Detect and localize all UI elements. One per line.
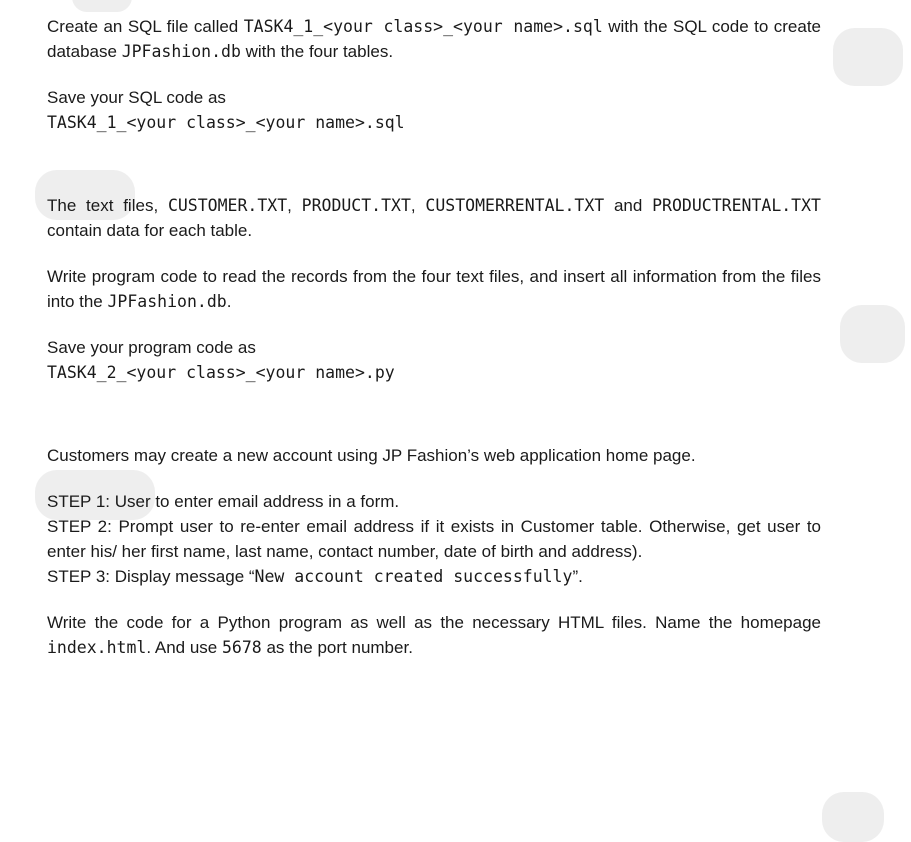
customer-file: CUSTOMER.TXT xyxy=(167,196,288,215)
sql-filename: TASK4_1_<your class>_<your name>.sql xyxy=(243,17,603,36)
step-3 xyxy=(47,564,821,589)
save-sql-filename: TASK4_1_<your class>_<your name>.sql xyxy=(47,113,405,132)
text: with the four tables. xyxy=(240,42,394,61)
save-program-label: Save your program code as xyxy=(47,338,256,357)
task4-2-instruction xyxy=(47,264,821,314)
text: . xyxy=(226,292,232,311)
save-sql-label: Save your SQL code as xyxy=(47,88,226,107)
customer-rental-file: CUSTOMERRENTAL.TXT xyxy=(425,196,605,215)
database-filename: JPFashion.db xyxy=(121,42,241,61)
text: STEP 3: Display message “ xyxy=(47,567,255,586)
scan-smudge xyxy=(72,0,132,12)
text: The text files, xyxy=(47,196,168,215)
text: Create an SQL file called xyxy=(47,17,244,36)
port-number: 5678 xyxy=(221,638,262,657)
text: Write the code for a Python program as well as the necessary HTML files. Name the homepage xyxy=(47,613,821,632)
text: . And use xyxy=(146,638,222,657)
task4-3-intro: Customers may create a new account using JP Fashion’s web application home page. xyxy=(47,446,696,465)
product-file: PRODUCT.TXT xyxy=(301,196,411,215)
success-message: New account created successfully xyxy=(254,567,573,586)
task4-3-instruction xyxy=(47,610,821,660)
text: , xyxy=(287,196,302,215)
text: as the port number. xyxy=(261,638,413,657)
scan-smudge xyxy=(840,305,905,363)
text: and xyxy=(604,196,653,215)
scan-smudge xyxy=(833,28,903,86)
text: , xyxy=(410,196,426,215)
step-2: STEP 2: Prompt user to re-enter email address if it exists in Customer table. Otherwise, get user to enter his/ her first name, last name, contact number, date of birth and address). xyxy=(47,517,821,561)
task-document xyxy=(47,14,821,660)
database-filename: JPFashion.db xyxy=(107,292,227,311)
product-rental-file: PRODUCTRENTAL.TXT xyxy=(652,196,821,215)
save-program-filename: TASK4_2_<your class>_<your name>.py xyxy=(47,363,395,382)
task4-1-instruction xyxy=(47,14,821,64)
step-1: STEP 1: User to enter email address in a form. xyxy=(47,492,400,511)
text: ”. xyxy=(572,567,583,586)
text: Write program code to read the records from the four text files, and insert all information from the files into the xyxy=(47,267,821,311)
scan-smudge xyxy=(822,792,884,842)
homepage-filename: index.html xyxy=(47,638,147,657)
text: with the SQL code to create database xyxy=(47,17,821,61)
task4-2-text-files xyxy=(47,193,821,243)
text: contain data for each table. xyxy=(47,221,253,240)
